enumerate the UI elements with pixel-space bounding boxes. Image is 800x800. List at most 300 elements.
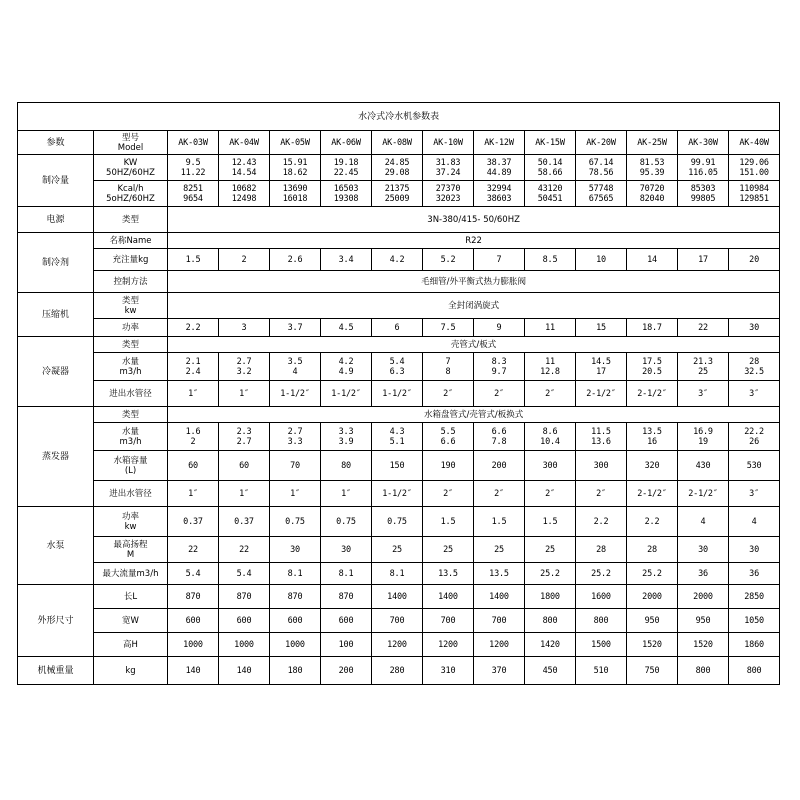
dim-l-cell: 1800 (525, 585, 576, 609)
cool-kw-cell-line: 15.91 (282, 157, 308, 168)
row-label (94, 131, 168, 155)
cool-kw-cell-line: 12.43 (231, 157, 257, 168)
comp-power-cell: 18.7 (627, 319, 678, 337)
cond-water-cell (321, 353, 372, 381)
cond-pipe-cell: 3″ (678, 381, 729, 407)
ref-charge-cell: 7 (474, 249, 525, 271)
dim-w-cell: 1050 (729, 609, 780, 633)
table-row (18, 407, 780, 423)
dim-h-cell: 1520 (627, 633, 678, 657)
evap-tank-cell: 530 (729, 451, 780, 481)
evap-water-cell (729, 423, 780, 451)
cool-kcal-cell-line: 9654 (183, 193, 203, 204)
cool-kcal-cell-line: 99805 (690, 193, 716, 204)
group-power: 电源 (18, 207, 94, 233)
row-label: 充注量kg (94, 249, 168, 271)
span-value: R22 (168, 233, 780, 249)
cool-kw-cell-line: 31.83 (435, 157, 461, 168)
pump-head-cell: 30 (678, 537, 729, 563)
cool-kcal-cell-line: 70720 (639, 183, 665, 194)
dim-l-cell: 1400 (372, 585, 423, 609)
dim-h-cell: 1420 (525, 633, 576, 657)
pump-flow-cell: 8.1 (321, 563, 372, 585)
cond-water-cell (168, 353, 219, 381)
cool-kw-cell-line: 22.45 (333, 167, 359, 178)
ref-charge-cell: 20 (729, 249, 780, 271)
comp-power-cell: 22 (678, 319, 729, 337)
row-label (94, 155, 168, 181)
cool-kw-cell-line: 78.56 (588, 167, 614, 178)
cond-water-cell-line: 4 (292, 366, 298, 377)
evap-water-cell (525, 423, 576, 451)
evap-water-cell (423, 423, 474, 451)
group-pump: 水泵 (18, 507, 94, 585)
dim-w-cell: 950 (678, 609, 729, 633)
row-label-line: m3/h (119, 436, 142, 447)
evap-tank-cell: 430 (678, 451, 729, 481)
comp-power-cell: 11 (525, 319, 576, 337)
row-label-line: kw (124, 521, 137, 532)
pump-head-cell: 30 (729, 537, 780, 563)
dim-w-cell: 950 (627, 609, 678, 633)
cond-water-cell (525, 353, 576, 381)
ref-charge-cell: 14 (627, 249, 678, 271)
cool-kcal-cell (168, 181, 219, 207)
pump-head-cell: 25 (372, 537, 423, 563)
pump-flow-cell: 36 (678, 563, 729, 585)
table-row (18, 155, 780, 181)
cond-pipe-cell: 1-1/2″ (321, 381, 372, 407)
cool-kw-cell-line: 50.14 (537, 157, 563, 168)
cond-pipe-cell: 2-1/2″ (627, 381, 678, 407)
pump-head-cell: 25 (423, 537, 474, 563)
pump-head-cell: 28 (576, 537, 627, 563)
cool-kcal-cell-line: 21375 (384, 183, 410, 194)
row-label-line: 类型 (121, 295, 139, 306)
cool-kcal-cell-line: 43120 (537, 183, 563, 194)
table-row (18, 249, 780, 271)
cool-kcal-cell-line: 32023 (435, 193, 461, 204)
evap-water-cell-line: 1.6 (185, 426, 201, 437)
table-row (18, 481, 780, 507)
dim-l-cell: 870 (168, 585, 219, 609)
pump-power-cell: 2.2 (627, 507, 678, 537)
cool-kw-cell-line: 58.66 (537, 167, 563, 178)
cond-water-cell-line: 17 (596, 366, 606, 377)
row-label-line: 型号 (121, 132, 139, 143)
weight-cell: 200 (321, 657, 372, 685)
row-label: 宽W (94, 609, 168, 633)
cond-water-cell-line: 17.5 (642, 356, 662, 367)
group-condenser: 冷凝器 (18, 337, 94, 407)
row-label-line: 5oHZ/60HZ (106, 193, 155, 204)
table-row (18, 293, 780, 319)
dim-w-cell: 600 (219, 609, 270, 633)
weight-cell: 280 (372, 657, 423, 685)
table-row (18, 271, 780, 293)
evap-pipe-cell: 2-1/2″ (627, 481, 678, 507)
row-label: 功率 (94, 319, 168, 337)
pump-flow-cell: 13.5 (474, 563, 525, 585)
span-value: 壳管式/板式 (168, 337, 780, 353)
dim-l-cell: 2000 (678, 585, 729, 609)
ref-charge-cell: 17 (678, 249, 729, 271)
evap-tank-cell: 200 (474, 451, 525, 481)
dim-l-cell: 870 (270, 585, 321, 609)
group-evaporator: 蒸发器 (18, 407, 94, 507)
cool-kw-cell (576, 155, 627, 181)
cool-kw-cell-line: 19.18 (333, 157, 359, 168)
row-label: 最大流量m3/h (94, 563, 168, 585)
evap-pipe-cell: 2″ (576, 481, 627, 507)
evap-water-cell-line: 7.8 (491, 436, 507, 447)
row-label-line: 50HZ/60HZ (106, 167, 155, 178)
cool-kcal-cell (423, 181, 474, 207)
row-label: 长L (94, 585, 168, 609)
comp-power-cell: 4.5 (321, 319, 372, 337)
evap-pipe-cell: 3″ (729, 481, 780, 507)
weight-cell: 370 (474, 657, 525, 685)
cool-kw-cell-line: 129.06 (739, 157, 769, 168)
models-cell: AK-08W (372, 131, 423, 155)
weight-cell: 800 (678, 657, 729, 685)
dim-l-cell: 2000 (627, 585, 678, 609)
evap-water-cell-line: 6.6 (440, 436, 456, 447)
evap-pipe-cell: 2″ (423, 481, 474, 507)
weight-cell: 510 (576, 657, 627, 685)
dim-l-cell: 1400 (423, 585, 474, 609)
pump-power-cell: 0.75 (321, 507, 372, 537)
comp-power-cell: 15 (576, 319, 627, 337)
cond-water-cell (729, 353, 780, 381)
row-label: 进出水管径 (94, 481, 168, 507)
evap-water-cell-line: 5.1 (389, 436, 405, 447)
row-label (94, 181, 168, 207)
cond-water-cell-line: 14.5 (591, 356, 611, 367)
cool-kw-cell-line: 95.39 (639, 167, 665, 178)
row-label-line: m3/h (119, 366, 142, 377)
cond-water-cell (678, 353, 729, 381)
models-cell: AK-30W (678, 131, 729, 155)
cool-kw-cell (423, 155, 474, 181)
group-refrigerant: 制冷剂 (18, 233, 94, 293)
cool-kw-cell (321, 155, 372, 181)
evap-tank-cell: 190 (423, 451, 474, 481)
evap-water-cell-line: 26 (749, 436, 760, 447)
cool-kcal-cell-line: 10682 (231, 183, 257, 194)
cool-kcal-cell-line: 50451 (537, 193, 563, 204)
weight-cell: 800 (729, 657, 780, 685)
table-row (18, 381, 780, 407)
comp-power-cell: 9 (474, 319, 525, 337)
evap-water-cell (627, 423, 678, 451)
cond-water-cell-line: 8.3 (491, 356, 507, 367)
dim-l-cell: 1600 (576, 585, 627, 609)
evap-water-cell-line: 3.3 (287, 436, 303, 447)
evap-water-cell (168, 423, 219, 451)
pump-flow-cell: 8.1 (270, 563, 321, 585)
weight-cell: 750 (627, 657, 678, 685)
cool-kw-cell-line: 99.91 (690, 157, 716, 168)
pump-flow-cell: 25.2 (525, 563, 576, 585)
pump-head-cell: 25 (474, 537, 525, 563)
row-label: 类型 (94, 337, 168, 353)
dim-w-cell: 800 (576, 609, 627, 633)
row-label: kg (94, 657, 168, 685)
models-cell: AK-20W (576, 131, 627, 155)
cool-kcal-cell-line: 85303 (690, 183, 716, 194)
cool-kw-cell (627, 155, 678, 181)
cool-kcal-cell (627, 181, 678, 207)
ref-charge-cell: 8.5 (525, 249, 576, 271)
models-cell: AK-05W (270, 131, 321, 155)
row-label (94, 537, 168, 563)
cool-kw-cell-line: 29.08 (384, 167, 410, 178)
evap-water-cell-line: 13.5 (642, 426, 662, 437)
evap-water-cell-line: 13.6 (591, 436, 611, 447)
evap-water-cell-line: 16.9 (693, 426, 713, 437)
row-label-line: 水量 (121, 426, 139, 437)
models-cell: AK-06W (321, 131, 372, 155)
pump-power-cell: 4 (678, 507, 729, 537)
ref-charge-cell: 3.4 (321, 249, 372, 271)
cond-water-cell-line: 9.7 (491, 366, 507, 377)
cond-pipe-cell: 2″ (525, 381, 576, 407)
dim-l-cell: 2850 (729, 585, 780, 609)
cool-kcal-cell (321, 181, 372, 207)
comp-power-cell: 3.7 (270, 319, 321, 337)
dim-h-cell: 100 (321, 633, 372, 657)
pump-head-cell: 25 (525, 537, 576, 563)
cool-kcal-cell (474, 181, 525, 207)
comp-power-cell: 7.5 (423, 319, 474, 337)
models-cell: AK-10W (423, 131, 474, 155)
row-label: 类型 (94, 207, 168, 233)
row-label: 类型 (94, 407, 168, 423)
cool-kw-cell (729, 155, 780, 181)
span-value: 毛细管/外平衡式热力膨胀阀 (168, 271, 780, 293)
pump-power-cell: 0.75 (270, 507, 321, 537)
cool-kw-cell-line: 37.24 (435, 167, 461, 178)
evap-water-cell (678, 423, 729, 451)
cool-kcal-cell-line: 19308 (333, 193, 359, 204)
table-row (18, 507, 780, 537)
pump-flow-cell: 25.2 (627, 563, 678, 585)
weight-cell: 140 (219, 657, 270, 685)
row-label-line: 功率 (121, 511, 139, 522)
evap-water-cell-line: 22.2 (744, 426, 764, 437)
evap-tank-cell: 60 (219, 451, 270, 481)
cool-kcal-cell-line: 12498 (231, 193, 257, 204)
dim-h-cell: 1200 (474, 633, 525, 657)
cool-kw-cell-line: 38.37 (486, 157, 512, 168)
cond-pipe-cell: 1-1/2″ (270, 381, 321, 407)
dim-h-cell: 1000 (270, 633, 321, 657)
evap-water-cell-line: 16 (647, 436, 657, 447)
evap-water-cell (576, 423, 627, 451)
dim-l-cell: 870 (321, 585, 372, 609)
dim-h-cell: 1520 (678, 633, 729, 657)
comp-power-cell: 2.2 (168, 319, 219, 337)
cond-water-cell-line: 2.1 (185, 356, 201, 367)
span-value: 水箱盘管式/壳管式/板换式 (168, 407, 780, 423)
cool-kcal-cell (576, 181, 627, 207)
comp-power-cell: 3 (219, 319, 270, 337)
evap-pipe-cell: 2″ (474, 481, 525, 507)
models-cell: AK-12W (474, 131, 525, 155)
evap-pipe-cell: 2-1/2″ (678, 481, 729, 507)
ref-charge-cell: 10 (576, 249, 627, 271)
evap-water-cell (270, 423, 321, 451)
evap-tank-cell: 320 (627, 451, 678, 481)
cond-pipe-cell: 1″ (219, 381, 270, 407)
evap-tank-cell: 80 (321, 451, 372, 481)
dim-h-cell: 1860 (729, 633, 780, 657)
dim-h-cell: 1200 (423, 633, 474, 657)
row-label (94, 353, 168, 381)
dim-l-cell: 870 (219, 585, 270, 609)
cond-water-cell-line: 20.5 (642, 366, 662, 377)
row-label (94, 507, 168, 537)
cond-water-cell-line: 4.9 (338, 366, 354, 377)
row-label-line: M (126, 549, 135, 560)
pump-power-cell: 4 (729, 507, 780, 537)
cool-kcal-cell (219, 181, 270, 207)
evap-pipe-cell: 1″ (321, 481, 372, 507)
cool-kcal-cell (525, 181, 576, 207)
evap-water-cell-line: 19 (698, 436, 708, 447)
cond-water-cell-line: 2.7 (236, 356, 252, 367)
pump-head-cell: 30 (321, 537, 372, 563)
dim-w-cell: 800 (525, 609, 576, 633)
row-label (94, 423, 168, 451)
dim-h-cell: 1500 (576, 633, 627, 657)
weight-cell: 180 (270, 657, 321, 685)
evap-water-cell-line: 10.4 (540, 436, 560, 447)
ref-charge-cell: 1.5 (168, 249, 219, 271)
cond-pipe-cell: 1″ (168, 381, 219, 407)
pump-head-cell: 30 (270, 537, 321, 563)
dim-h-cell: 1000 (168, 633, 219, 657)
cond-water-cell-line: 25 (698, 366, 708, 377)
cond-pipe-cell: 1-1/2″ (372, 381, 423, 407)
pump-flow-cell: 5.4 (219, 563, 270, 585)
evap-water-cell-line: 3.9 (338, 436, 354, 447)
cool-kw-cell-line: 9.5 (185, 157, 201, 168)
cool-kw-cell (270, 155, 321, 181)
evap-tank-cell: 300 (525, 451, 576, 481)
evap-pipe-cell: 1″ (219, 481, 270, 507)
evap-water-cell-line: 2.3 (236, 426, 252, 437)
pump-head-cell: 28 (627, 537, 678, 563)
dim-w-cell: 600 (321, 609, 372, 633)
row-label: 进出水管径 (94, 381, 168, 407)
cool-kw-cell (168, 155, 219, 181)
dim-w-cell: 700 (474, 609, 525, 633)
evap-water-cell (474, 423, 525, 451)
cool-kcal-cell-line: 8251 (183, 183, 203, 194)
cool-kw-cell-line: 14.54 (231, 167, 257, 178)
group-weight: 机械重量 (18, 657, 94, 685)
table-row (18, 609, 780, 633)
cond-water-cell-line: 3.5 (287, 356, 303, 367)
evap-water-cell-line: 4.3 (389, 426, 405, 437)
cond-water-cell (270, 353, 321, 381)
table-row (18, 131, 780, 155)
cond-water-cell-line: 28 (749, 356, 760, 367)
cool-kw-cell-line: 11.22 (180, 167, 206, 178)
evap-water-cell-line: 2 (190, 436, 196, 447)
evap-tank-cell: 60 (168, 451, 219, 481)
cool-kcal-cell-line: 25009 (384, 193, 410, 204)
spec-table (17, 102, 780, 685)
cond-water-cell-line: 32.5 (744, 366, 764, 377)
evap-water-cell-line: 11.5 (591, 426, 611, 437)
pump-power-cell: 1.5 (525, 507, 576, 537)
ref-charge-cell: 2 (219, 249, 270, 271)
cool-kcal-cell (729, 181, 780, 207)
ref-charge-cell: 4.2 (372, 249, 423, 271)
evap-pipe-cell: 1-1/2″ (372, 481, 423, 507)
cool-kw-cell (372, 155, 423, 181)
pump-flow-cell: 25.2 (576, 563, 627, 585)
cool-kw-cell-line: 44.89 (486, 167, 512, 178)
dim-w-cell: 700 (372, 609, 423, 633)
cond-water-cell (372, 353, 423, 381)
evap-water-cell-line: 3.3 (338, 426, 354, 437)
models-cell: AK-25W (627, 131, 678, 155)
row-label (94, 451, 168, 481)
pump-power-cell: 0.37 (219, 507, 270, 537)
pump-power-cell: 0.37 (168, 507, 219, 537)
cond-pipe-cell: 2-1/2″ (576, 381, 627, 407)
evap-water-cell-line: 8.6 (542, 426, 558, 437)
cond-water-cell-line: 2.4 (185, 366, 201, 377)
cool-kw-cell-line: 24.85 (384, 157, 410, 168)
weight-cell: 140 (168, 657, 219, 685)
pump-flow-cell: 36 (729, 563, 780, 585)
table-row (18, 181, 780, 207)
table-row (18, 633, 780, 657)
evap-tank-cell: 150 (372, 451, 423, 481)
pump-power-cell: 1.5 (474, 507, 525, 537)
cond-water-cell (423, 353, 474, 381)
cool-kcal-cell-line: 57748 (588, 183, 614, 194)
evap-water-cell-line: 2.7 (236, 436, 252, 447)
evap-pipe-cell: 2″ (525, 481, 576, 507)
evap-water-cell (219, 423, 270, 451)
cool-kw-cell-line: 81.53 (639, 157, 665, 168)
pump-head-cell: 22 (168, 537, 219, 563)
cool-kw-cell-line: 151.00 (739, 167, 769, 178)
cool-kcal-cell-line: 67565 (588, 193, 614, 204)
cool-kw-cell (474, 155, 525, 181)
row-label-line: Kcal/h (117, 183, 144, 194)
cond-water-cell-line: 3.2 (236, 366, 252, 377)
cond-water-cell (474, 353, 525, 381)
cond-pipe-cell: 2″ (423, 381, 474, 407)
models-cell: AK-03W (168, 131, 219, 155)
cool-kw-cell (678, 155, 729, 181)
group-cooling: 制冷量 (18, 155, 94, 207)
comp-power-cell: 6 (372, 319, 423, 337)
row-label-line: 水量 (121, 356, 139, 367)
table-row (18, 563, 780, 585)
pump-head-cell: 22 (219, 537, 270, 563)
cond-water-cell-line: 7 (445, 356, 451, 367)
row-label: 控制方法 (94, 271, 168, 293)
cool-kcal-cell-line: 16503 (333, 183, 359, 194)
